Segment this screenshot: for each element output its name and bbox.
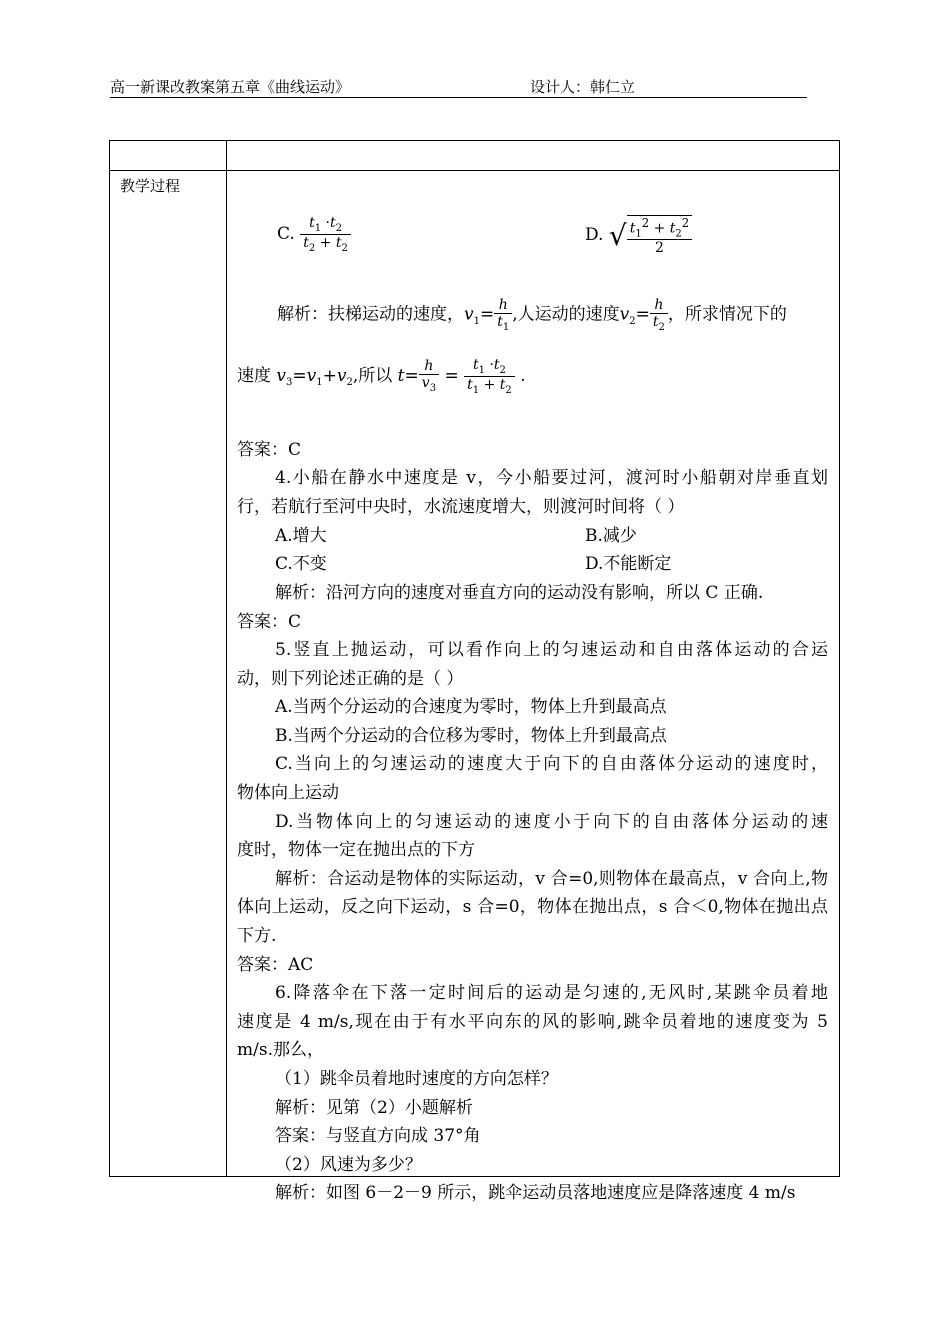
analysis-6-part1: 解析：见第（2）小题解析	[275, 1098, 473, 1118]
header-title: 高一新课改教案第五章《曲线运动》	[110, 78, 351, 96]
table-row	[110, 141, 840, 171]
answer-5: 答案：AC	[237, 955, 314, 975]
option-c: C. $\frac{t_1 \cdot t_2}{t_2 + t_2}$	[277, 215, 351, 254]
q4-option-b: B.减少	[585, 526, 637, 546]
q4-option-a: A.增大	[275, 526, 327, 546]
analysis-3-line2: 速度 $v_3=v_1+v_2$,所以 t= $\frac{h}{v_3}$ = $\frac{t_1 \cdot t_2}{t_1 + t_2}$ .	[237, 357, 526, 396]
q4-option-d: D.不能断定	[585, 554, 672, 574]
analysis-4: 解析：沿河方向的速度对垂直方向的运动没有影响，所以 C 正确.	[275, 583, 764, 603]
analysis-6-part2: 解析：如图 6－2－9 所示，跳伞运动员落地速度应是降落速度 4 m/s	[275, 1183, 796, 1203]
analysis-5-line2: 体向上运动，反之向下运动，s 合=0，物体在抛出点，s 合＜0,物体在抛出点	[237, 897, 828, 917]
content-cell	[227, 171, 840, 1203]
table-row	[110, 171, 840, 1177]
page-header	[110, 76, 807, 98]
question-4: 4.小船在静水中速度是 v，今小船要过河，渡河时小船朝对岸垂直划	[275, 468, 828, 488]
empty-cell	[110, 141, 227, 171]
option-d: D. √ $\frac{t_1^2 + t_2^2}{2}$	[585, 215, 692, 256]
q5-option-c: C.当向上的匀速运动的速度大于向下的自由落体分运动的速度时，	[275, 754, 828, 774]
row-label: 教学过程	[120, 177, 181, 195]
question-6-line3: m/s.那么，	[237, 1040, 324, 1060]
sqrt-icon: √	[608, 219, 627, 253]
question-6-line2: 速度是 4 m/s,现在由于有水平向东的风的影响,跳伞员着地的速度变为 5	[237, 1012, 828, 1032]
q4-option-c: C.不变	[275, 554, 327, 574]
q5-option-a: A.当两个分运动的合速度为零时，物体上升到最高点	[275, 697, 667, 717]
q5-option-d: D.当物体向上的匀速运动的速度小于向下的自由落体分运动的速	[275, 812, 828, 832]
q5-option-d-line2: 度时，物体一定在抛出点的下方	[237, 840, 475, 860]
question-6: 6.降落伞在下落一定时间后的运动是匀速的,无风时,某跳伞员着地	[275, 983, 828, 1003]
question-4-line2: 行，若航行至河中央时，水流速度增大，则渡河时间将（ ）	[237, 497, 685, 517]
empty-cell	[227, 141, 840, 171]
q5-option-b: B.当两个分运动的合位移为零时，物体上升到最高点	[275, 726, 667, 746]
answer-6-part1: 答案：与竖直方向成 37°角	[275, 1126, 481, 1146]
fraction: $\frac{t_1 \cdot t_2}{t_2 + t_2}$	[300, 215, 351, 254]
question-6-part2: （2）风速为多少？	[275, 1155, 422, 1175]
analysis-3: 解析：扶梯运动的速度，$v_1=$ $\frac{h}{t_1}$ ,人运动的速度$v_2=$ $\frac{h}{t_2}$ ，所求情况下的	[277, 297, 787, 333]
lesson-table	[109, 140, 840, 1203]
answer-4: 答案：C	[237, 612, 302, 632]
q5-option-c-line2: 物体向上运动	[237, 783, 339, 803]
question-5: 5.竖直上抛运动，可以看作向上的匀速运动和自由落体运动的合运	[275, 640, 828, 660]
fraction: $\frac{t_1^2 + t_2^2}{2}$	[627, 215, 693, 256]
content-area	[227, 171, 839, 1203]
header-author: 设计人：韩仁立	[530, 78, 636, 96]
row-label-cell	[110, 171, 227, 1177]
analysis-5: 解析：合运动是物体的实际运动，v 合=0,则物体在最高点，v 合向上,物	[275, 869, 828, 889]
question-5-line2: 动，则下列论述正确的是（ ）	[237, 669, 464, 689]
analysis-5-line3: 下方.	[237, 926, 277, 946]
answer-3: 答案：C	[237, 440, 302, 460]
question-6-part1: （1）跳伞员着地时速度的方向怎样？	[275, 1069, 558, 1089]
